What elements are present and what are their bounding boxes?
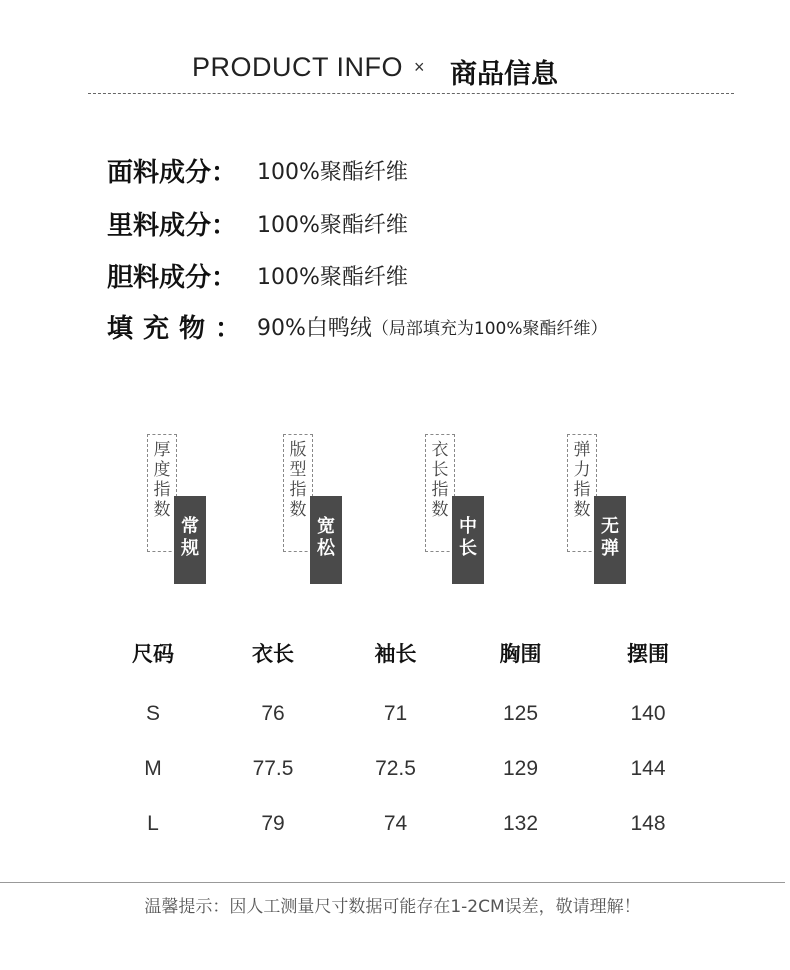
- index-value-box: [174, 496, 206, 584]
- table-cell: 132: [502, 811, 539, 835]
- material-row-lining: [107, 203, 408, 243]
- column-header-size: 尺码: [132, 642, 174, 666]
- table-cell: 77.5: [252, 756, 294, 780]
- index-value: 常规: [181, 516, 199, 559]
- table-cell: 148: [630, 811, 666, 835]
- material-label: 胆料成分：: [107, 262, 238, 293]
- index-label: 厚度指数: [153, 440, 171, 520]
- table-cell: 74: [383, 811, 408, 835]
- footer-divider: [0, 882, 785, 883]
- table-cell: M: [144, 756, 162, 780]
- table-cell: 125: [502, 701, 539, 725]
- title-english: PRODUCT INFO: [192, 52, 404, 82]
- index-value-box: [310, 496, 342, 584]
- material-value: 90%白鸭绒: [257, 315, 372, 341]
- column-header-chest: 胸围: [499, 642, 542, 666]
- index-value-box: [594, 496, 626, 584]
- title-divider: [88, 93, 734, 94]
- column-header-length: 衣长: [252, 642, 294, 666]
- material-value: 100%聚酯纤维: [257, 264, 408, 290]
- footer-note: 温馨提示：因人工测量尺寸数据可能存在1-2CM误差，敬请理解！: [144, 897, 641, 917]
- column-header-hem: 摆围: [627, 642, 669, 666]
- material-label: 面料成分：: [107, 157, 238, 188]
- table-header-row: [93, 632, 713, 674]
- material-label: 填充物：: [107, 313, 252, 344]
- index-label: 弹力指数: [573, 440, 591, 520]
- table-row: [93, 796, 713, 851]
- index-label: 衣长指数: [431, 440, 449, 520]
- page-title: [0, 52, 790, 92]
- size-table: [93, 632, 713, 851]
- table-cell: 72.5: [375, 756, 416, 780]
- table-cell: 144: [630, 756, 666, 780]
- table-cell: 79: [261, 811, 285, 835]
- index-value-box: [452, 496, 484, 584]
- table-cell: L: [147, 811, 159, 835]
- material-row-liner: [107, 255, 408, 295]
- index-value: 中长: [459, 516, 477, 559]
- material-value: 100%聚酯纤维: [257, 212, 408, 238]
- table-cell: 76: [261, 701, 285, 725]
- material-row-shell: [107, 150, 408, 190]
- index-label: 版型指数: [289, 440, 307, 520]
- table-row: [93, 674, 713, 741]
- index-value: 宽松: [317, 516, 335, 559]
- title-chinese: 商品信息: [450, 59, 558, 90]
- column-header-sleeve: 袖长: [374, 642, 417, 666]
- title-separator: ×: [414, 57, 425, 77]
- table-row: [93, 741, 713, 796]
- index-length: [425, 434, 505, 586]
- material-value: 100%聚酯纤维: [257, 159, 408, 185]
- material-note: （局部填充为100%聚酯纤维）: [371, 318, 608, 339]
- index-thickness: [147, 434, 227, 586]
- material-label: 里料成分：: [107, 210, 238, 241]
- table-cell: 71: [383, 701, 408, 725]
- index-fit: [283, 434, 363, 586]
- table-cell: 129: [502, 756, 539, 780]
- index-elasticity: [567, 434, 647, 586]
- table-cell: 140: [630, 701, 666, 725]
- material-row-filling: [107, 306, 608, 346]
- index-value: 无弹: [601, 516, 619, 559]
- table-cell: S: [145, 701, 160, 725]
